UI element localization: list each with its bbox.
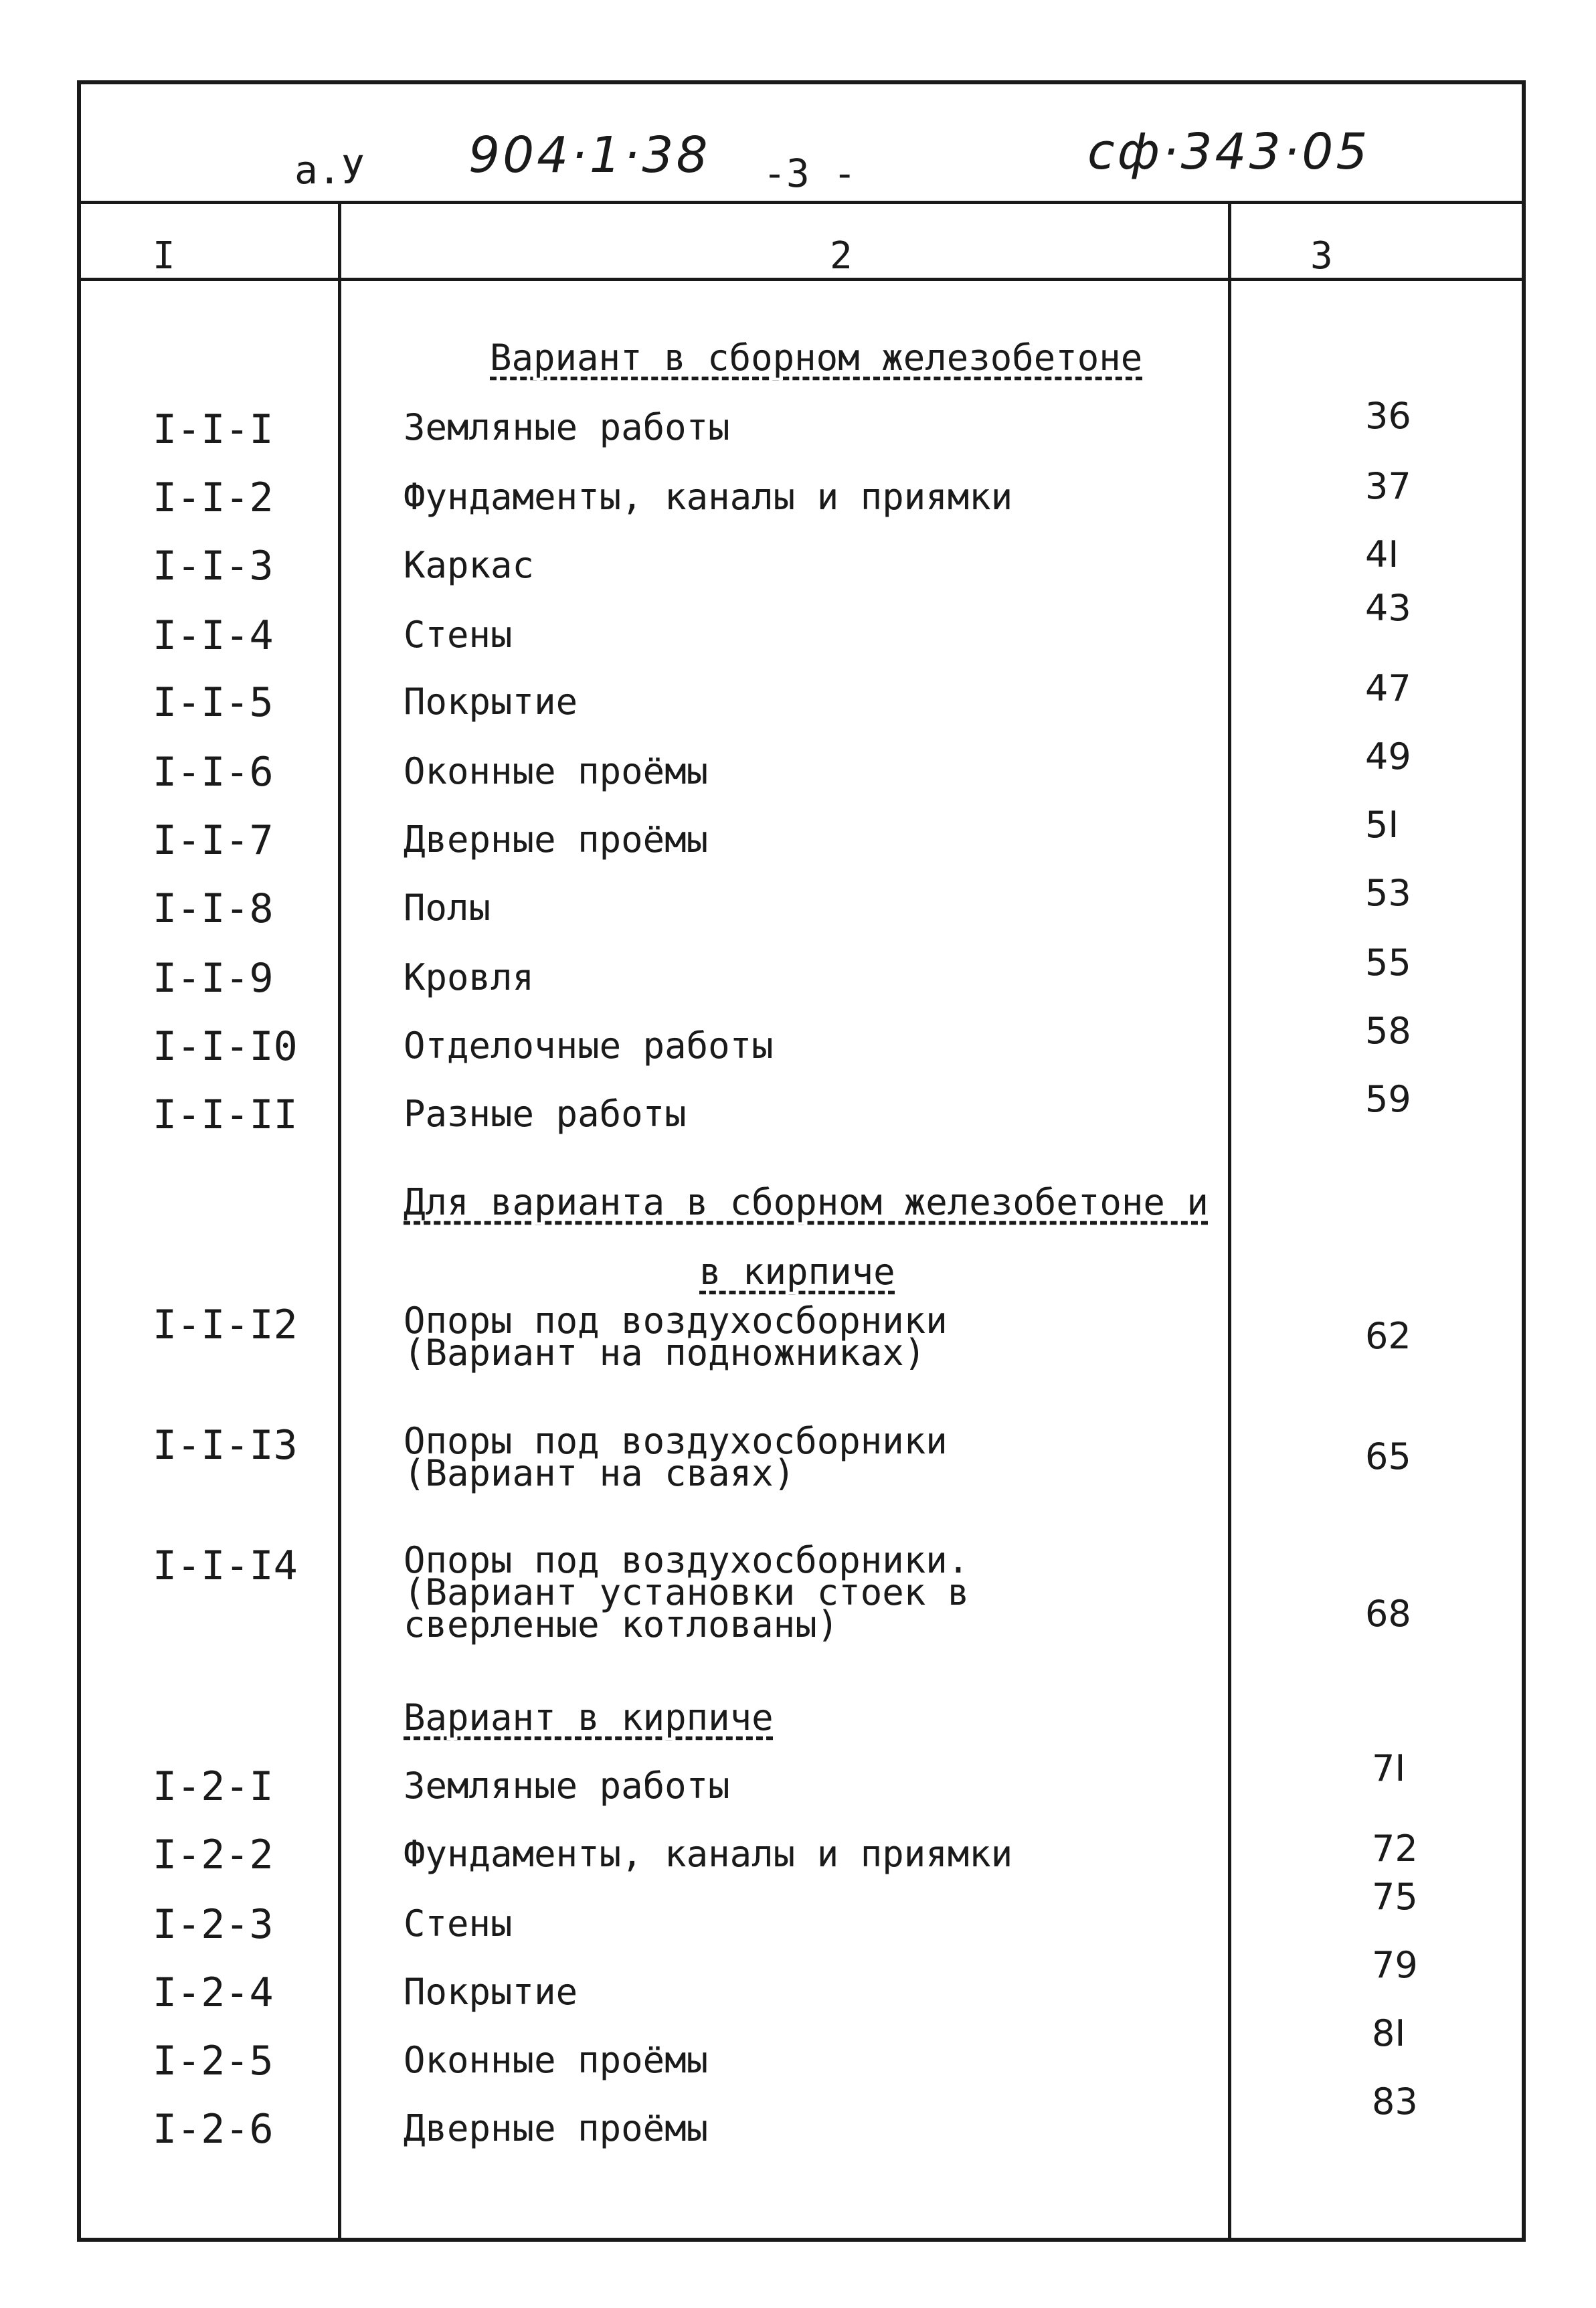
section-heading: Вариант в сборном железобетоне xyxy=(490,337,1143,379)
item-page: 72 xyxy=(1372,1828,1418,1870)
item-code: I-I-I xyxy=(153,406,274,453)
item-page: 79 xyxy=(1372,1944,1418,1986)
item-code: I-2-I xyxy=(153,1763,274,1810)
item-page: 37 xyxy=(1365,465,1411,507)
item-name: Фундаменты, каналы и приямки xyxy=(404,476,1013,518)
page-number: -3 - xyxy=(763,151,857,196)
item-page: 43 xyxy=(1365,587,1411,629)
item-name: Опоры под воздухосборники (Вариант на подножниках) xyxy=(404,1300,948,1374)
item-name: Кровля xyxy=(404,956,535,998)
section-heading: Для варианта в сборном железобетоне и xyxy=(404,1181,1209,1223)
item-page: 75 xyxy=(1372,1876,1418,1918)
column-header-3: 3 xyxy=(1310,234,1333,278)
item-name: Земляные работы xyxy=(404,406,730,448)
item-name: Дверные проёмы xyxy=(404,818,709,861)
item-name: Стены xyxy=(404,614,513,656)
item-name: Стены xyxy=(404,1902,513,1945)
column-header-1: I xyxy=(153,234,175,278)
section-heading: в кирпиче xyxy=(699,1251,895,1293)
item-code: I-I-6 xyxy=(153,749,274,796)
sheet-code: сф·343·05 xyxy=(1087,123,1370,181)
item-page: 58 xyxy=(1365,1010,1411,1052)
item-page: 7I xyxy=(1372,1747,1406,1789)
item-name: Опоры под воздухосборники (Вариант на сваях) xyxy=(404,1420,948,1494)
item-page: 53 xyxy=(1365,872,1411,914)
item-name: Покрытие xyxy=(404,681,578,723)
item-name: Разные работы xyxy=(404,1093,687,1135)
item-code: I-2-4 xyxy=(153,1969,274,2016)
item-page: 47 xyxy=(1365,667,1411,709)
item-code: I-I-4 xyxy=(153,612,274,659)
item-name: Оконные проёмы xyxy=(404,750,709,792)
item-code: I-I-II xyxy=(153,1091,298,1138)
item-name: Земляные работы xyxy=(404,1765,730,1807)
item-page: 49 xyxy=(1365,735,1411,778)
item-name: Каркас xyxy=(404,544,535,586)
item-name: Опоры под воздухосборники. (Вариант установки стоек в сверленые котлованы) xyxy=(404,1539,970,1646)
section-heading: Вариант в кирпиче xyxy=(404,1696,774,1739)
item-page: 62 xyxy=(1365,1315,1411,1357)
item-name: Полы xyxy=(404,887,491,929)
header-left-label: а.У xyxy=(294,147,365,193)
item-code: I-2-6 xyxy=(153,2106,274,2153)
item-code: I-I-9 xyxy=(153,955,274,1002)
column-divider-2 xyxy=(1228,201,1231,2242)
item-code: I-I-3 xyxy=(153,543,274,590)
item-code: I-2-3 xyxy=(153,1901,274,1948)
column-header-divider xyxy=(77,278,1526,281)
item-code: I-I-I2 xyxy=(153,1302,298,1348)
item-code: I-I-7 xyxy=(153,817,274,864)
item-page: 4I xyxy=(1365,533,1399,575)
item-page: 8I xyxy=(1372,2012,1406,2054)
item-code: I-I-I4 xyxy=(153,1542,298,1589)
item-code: I-I-I0 xyxy=(153,1023,298,1070)
item-page: 65 xyxy=(1365,1435,1411,1478)
item-code: I-I-8 xyxy=(153,885,274,932)
item-page: 36 xyxy=(1365,395,1411,437)
item-page: 83 xyxy=(1372,2080,1418,2123)
header-divider xyxy=(77,201,1526,204)
item-name: Дверные проёмы xyxy=(404,2107,709,2149)
item-name: Покрытие xyxy=(404,1971,578,2013)
item-name: Оконные проёмы xyxy=(404,2039,709,2081)
item-name: Отделочные работы xyxy=(404,1025,774,1067)
item-page: 55 xyxy=(1365,942,1411,984)
project-number: 904·1·38 xyxy=(468,126,711,184)
item-code: I-I-2 xyxy=(153,474,274,521)
column-divider-1 xyxy=(338,201,341,2242)
item-code: I-I-5 xyxy=(153,679,274,726)
item-page: 5I xyxy=(1365,804,1399,846)
item-name: Фундаменты, каналы и приямки xyxy=(404,1833,1013,1875)
item-page: 68 xyxy=(1365,1593,1411,1635)
column-header-2: 2 xyxy=(830,234,853,278)
document-frame xyxy=(77,80,1526,2242)
item-code: I-2-2 xyxy=(153,1832,274,1878)
item-page: 59 xyxy=(1365,1078,1411,1120)
item-code: I-2-5 xyxy=(153,2038,274,2084)
item-code: I-I-I3 xyxy=(153,1422,298,1469)
